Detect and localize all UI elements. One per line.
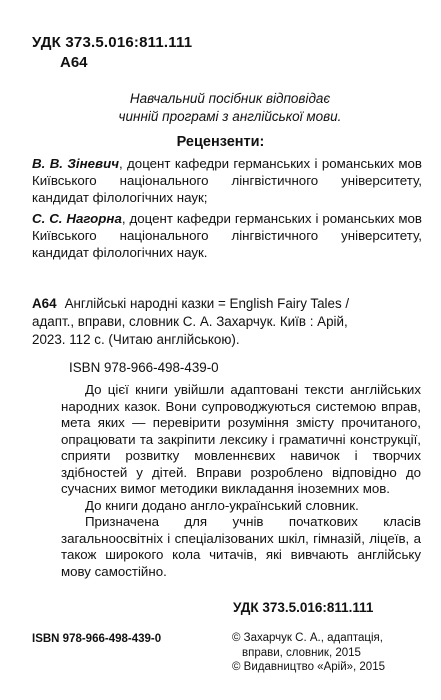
reviewer-entry bbox=[32, 210, 422, 261]
abstract-paragraph: До книги додано англо-український словник. bbox=[85, 497, 359, 513]
isbn-bottom: ISBN 978-966-498-439-0 bbox=[32, 633, 162, 645]
recommendation-note bbox=[60, 90, 400, 126]
recommendation-line-2: чинній програмі з англійської мови. bbox=[118, 109, 342, 124]
copyright-line: © Захарчук С. А., адаптація, bbox=[232, 632, 383, 644]
catalog-line-1 bbox=[32, 295, 424, 313]
recommendation-line-1: Навчальний посібник відповідає bbox=[129, 91, 331, 106]
abstract-paragraph: Призначена для учнів початкових класів загальноосвітніх і спеціалізованих шкіл, гімназій, ліцеїв, а також широкого кола читачів, які вивчають англійську мову самостійно. bbox=[61, 514, 421, 579]
reviewer-name: В. В. Зіневич bbox=[32, 156, 119, 171]
author-mark-top: А64 bbox=[60, 54, 88, 71]
catalog-title: Англійські народні казки = English Fairy Tales / bbox=[64, 296, 350, 311]
reviewers-heading: Рецензенти: bbox=[176, 134, 265, 150]
copyright-block bbox=[232, 631, 432, 675]
catalog-code: А64 bbox=[32, 296, 57, 311]
udc-code-top: УДК 373.5.016:811.111 bbox=[32, 34, 193, 51]
catalog-line-3: 2023. 112 с. (Читаю англійською). bbox=[32, 332, 240, 347]
abstract bbox=[61, 382, 421, 580]
udc-code-bottom: УДК 373.5.016:811.111 bbox=[233, 600, 374, 615]
abstract-paragraph: До цієї книги увійшли адаптовані тексти англійських народних казок. Вони супроводжуються системою вправ, мета яких — перевірити розуміння змісту прочитаного, опрацювати та закріпити лексику і граматичні конструкції, сприяти розвитку мовленнєвих навичок і творчих здібностей у дітей. Вправи розроблено відповідно до сучасних вимог методики викладання іноземних мов. bbox=[61, 382, 421, 496]
reviewer-name: С. С. Нагорна bbox=[32, 211, 122, 226]
reviewer-description: , доцент кафедри германських і романських мов Київського національного лінгвістичного університету, кандидат філологічних наук; bbox=[32, 156, 422, 205]
reviewer-entry bbox=[32, 155, 422, 206]
reviewer-description: , доцент кафедри германських і романських мов Київського національного лінгвістичного університету, кандидат філологічних наук. bbox=[32, 211, 422, 260]
copyright-line: вправи, словник, 2015 bbox=[242, 646, 361, 659]
copyright-line: © Видавництво «Арій», 2015 bbox=[232, 661, 385, 674]
isbn-main: ISBN 978-966-498-439-0 bbox=[69, 360, 219, 375]
catalog-entry bbox=[32, 295, 424, 349]
catalog-line-2: адапт., вправи, словник С. А. Захарчук. Київ : Арій, bbox=[32, 314, 348, 329]
